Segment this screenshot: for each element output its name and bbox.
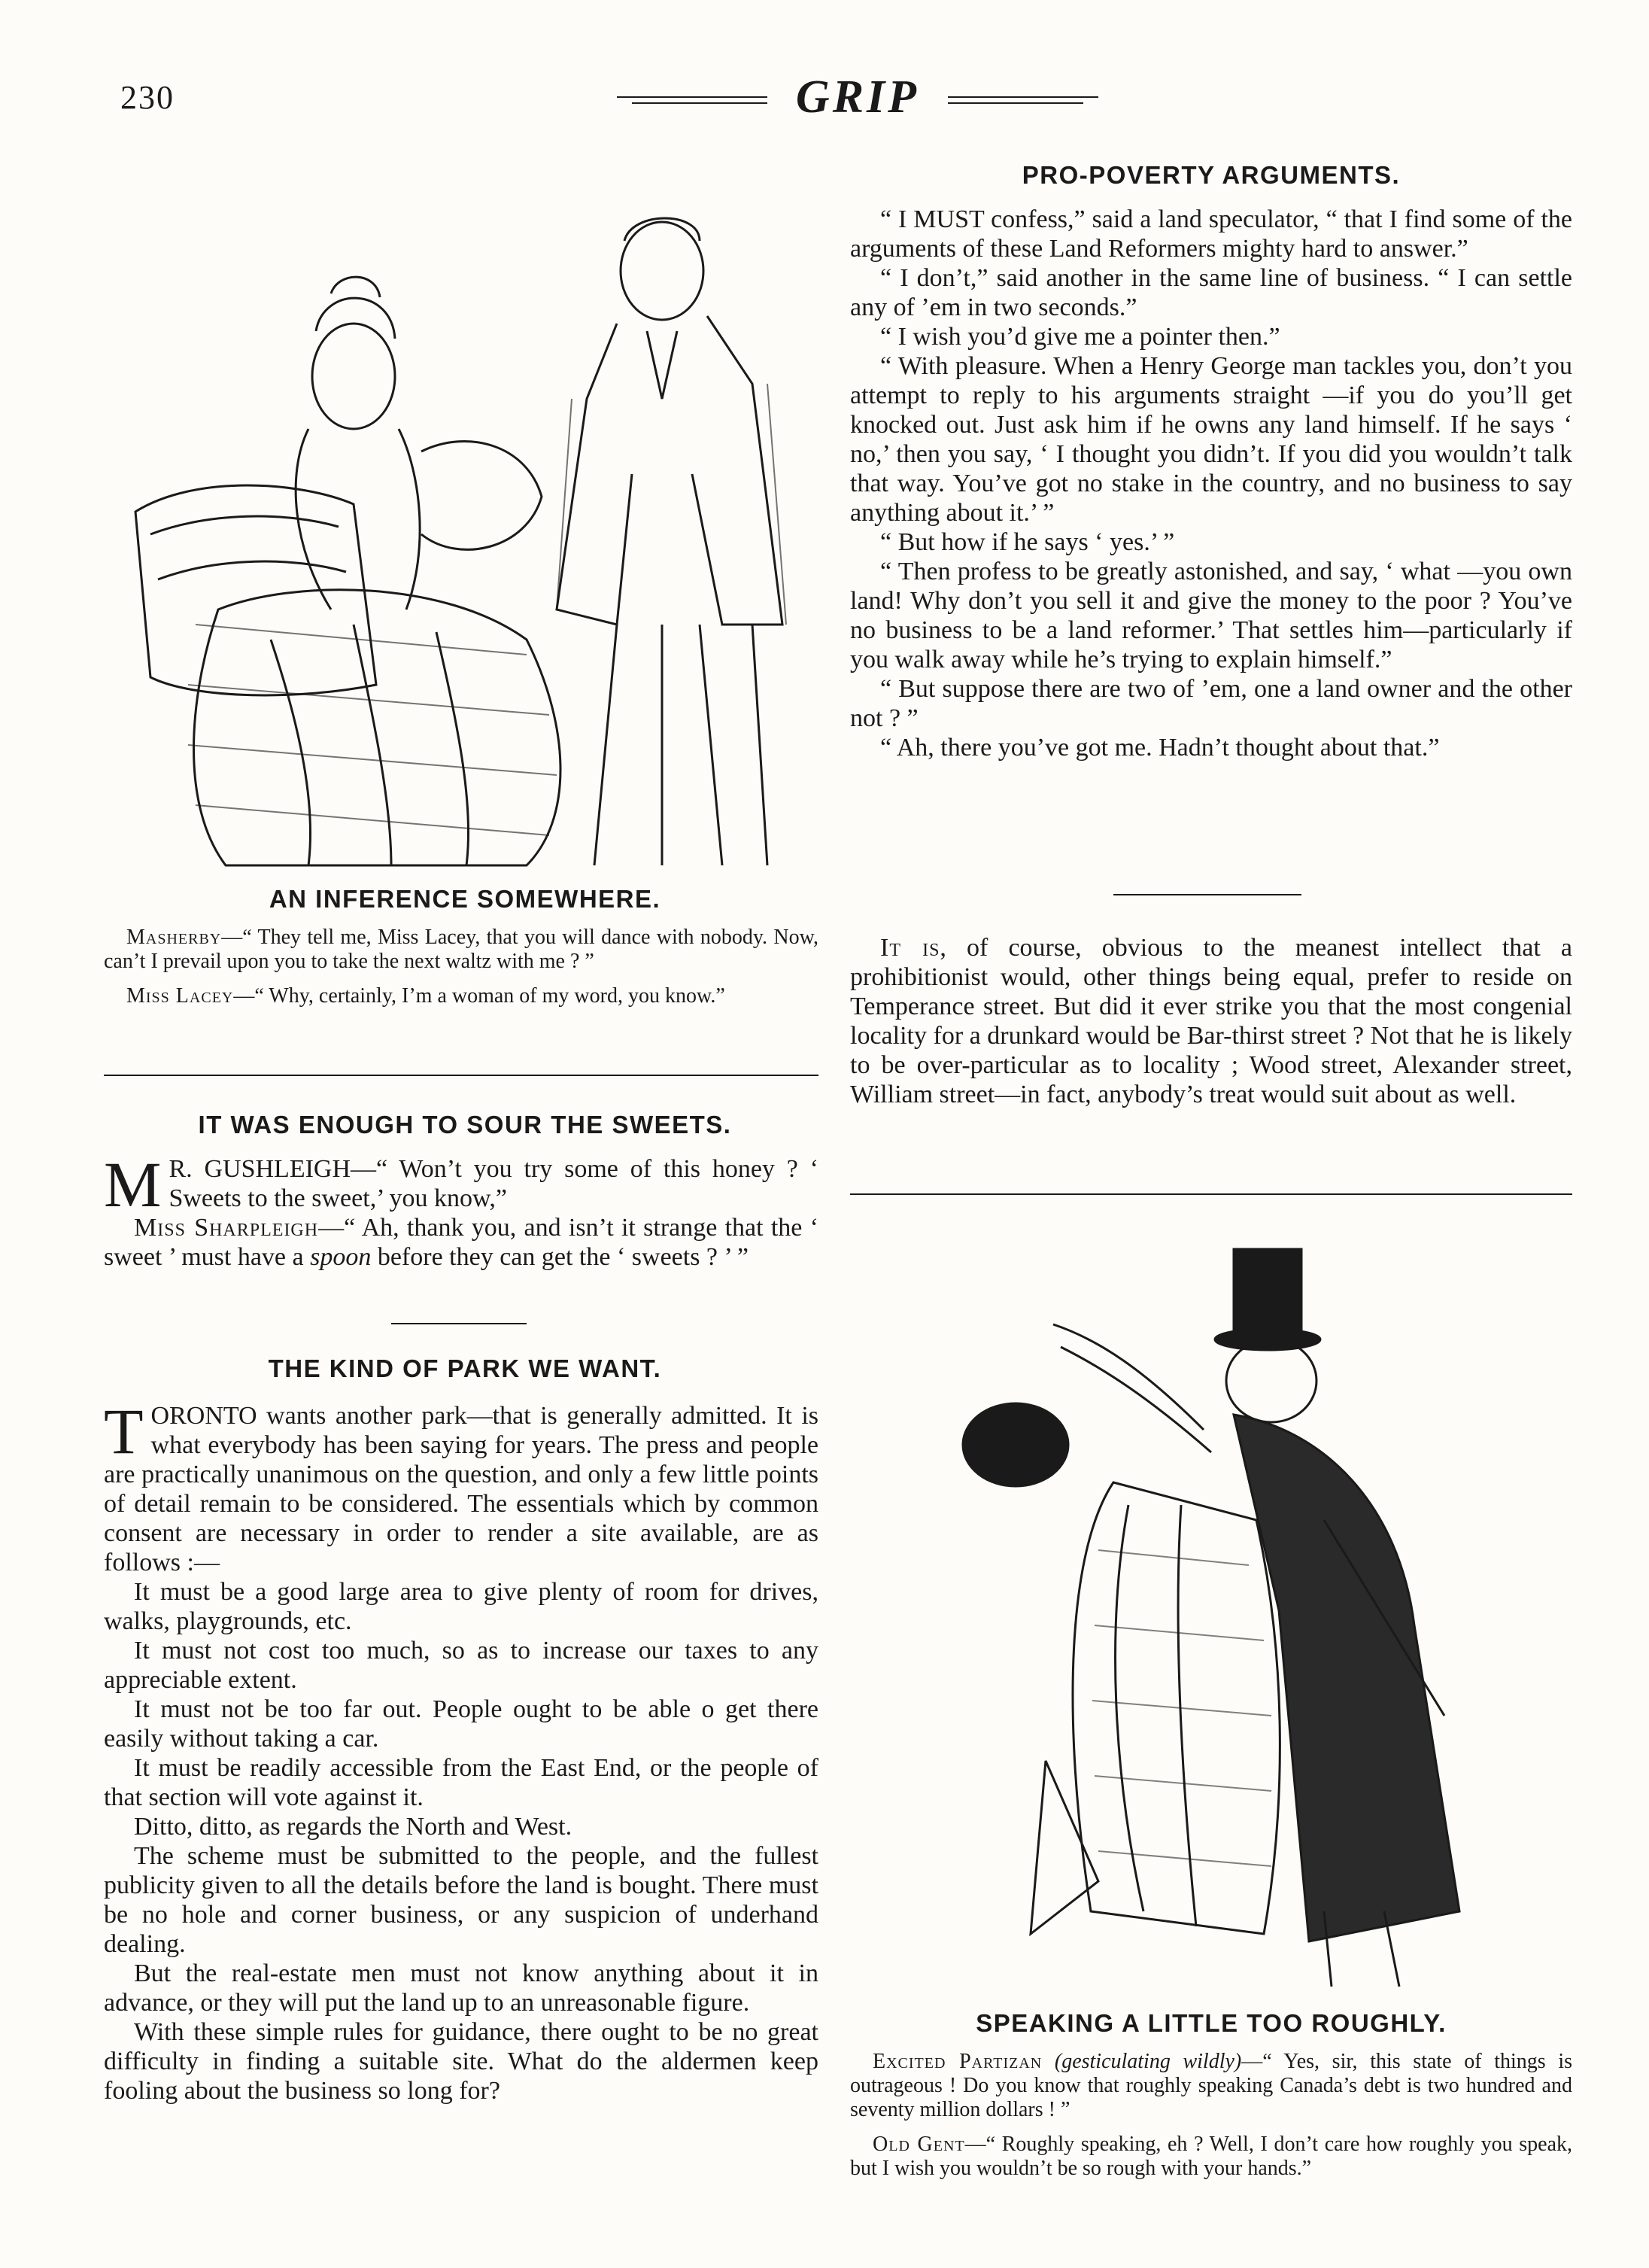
paragraph: The scheme must be submitted to the people, and the fullest publicity given to all the details before the land is bought. There must be no hole and corner business, or any suspicion of underhand dealing. xyxy=(104,1842,818,1958)
paragraph-text: R. GUSHLEIGH—“ Won’t you try some of this honey ? ‘ Sweets to the sweet,’ you know,” xyxy=(169,1155,818,1212)
paragraph-text: —“ Ah, thank you, and isn’t it strange that the ‘ sweet ’ must have a xyxy=(104,1214,818,1271)
couple-engraving xyxy=(105,158,820,880)
article-title-park: THE KIND OF PARK WE WANT. xyxy=(268,1354,662,1382)
paragraph: But the real-estate men must not know anything about it in advance, or they will put the land up to an unreasonable figure. xyxy=(104,1959,818,2017)
illustration1-caption-title: AN INFERENCE SOMEWHERE. xyxy=(269,885,661,913)
speaker-name: Miss Lacey xyxy=(126,984,234,1008)
masthead-title: GRIP xyxy=(795,71,920,123)
paragraph: “ Ah, there you’ve got me. Hadn’t thought about that.” xyxy=(880,734,1440,762)
paragraph xyxy=(850,933,1572,1109)
caption-line-partizan xyxy=(850,2050,1572,2122)
paragraph: “ I wish you’d give me a pointer then.” xyxy=(880,323,1280,351)
lead-words: It is xyxy=(880,934,940,962)
partizan-engraving xyxy=(933,1234,1527,1994)
article-park xyxy=(104,1395,818,2105)
article-title-sour-sweets: IT WAS ENOUGH TO SOUR THE SWEETS. xyxy=(198,1111,732,1139)
paragraph: “ With pleasure. When a Henry George man tackles you, don’t you attempt to reply to his arguments straight —if you do you’ll get knocked out. Just ask him if he owns any land himself. If he says ‘ no,’ then you say, ‘ I thought you didn’t. If you did you wouldn’t talk that way. You’ve got no stake in the country, and no business to say anything about it.’ ” xyxy=(850,352,1572,527)
caption-text: —“ Why, certainly, I’m a woman of my word, you know.” xyxy=(233,984,725,1008)
illustration-couple xyxy=(105,158,820,880)
paragraph: It must be readily accessible from the East End, or the people of that section will vote against it. xyxy=(104,1754,818,1811)
emphasis: spoon xyxy=(310,1243,372,1271)
illustration2-caption-title: SPEAKING A LITTLE TOO ROUGHLY. xyxy=(976,2009,1447,2037)
page-number: 230 xyxy=(120,79,175,116)
paragraph-text: , of course, obvious to the meanest intellect that a prohibitionist would, other things being equal, prefer to reside on Temperance street. But did it ever strike you that the most congenial locality for a drunkard would be Bar-thirst street ? Not that he is likely to be over-particular as to locality ; Wood street, Alexander street, William street—in fact, anybody’s treat would suit about as well. xyxy=(850,934,1572,1108)
speaker-name: Old Gent xyxy=(873,2133,965,2156)
paragraph: It must not be too far out. People ought to be able o get there easily without taking a car. xyxy=(104,1695,818,1753)
paragraph xyxy=(104,1395,818,1577)
dropcap: M xyxy=(104,1148,162,1221)
paragraph-text: ORONTO wants another park—that is generally admitted. It is what everybody has been saying for years. The press and people are practically unanimous on the question, and only a few little points of detail remain to be considered. The essentials which by common consent are necessary in order to render a site available, are as follows :— xyxy=(104,1402,818,1576)
paragraph xyxy=(104,1148,818,1221)
illustration1-caption xyxy=(104,926,818,1019)
paragraph: With these simple rules for guidance, there ought to be no great difficulty in finding a suitable site. What do the aldermen keep fooling about the business so long for? xyxy=(104,2018,818,2105)
caption-line-lacey xyxy=(104,984,818,1008)
article-sour-sweets xyxy=(104,1148,818,1272)
short-divider xyxy=(391,1323,527,1324)
paragraph: “ But suppose there are two of ’em, one a land owner and the other not ? ” xyxy=(850,675,1572,732)
stage-direction: (gesticulating wildly) xyxy=(1042,2050,1242,2073)
caption-line-masherby xyxy=(104,926,818,974)
caption-text: —“ Yes, sir, this state of things is outrageous ! Do you know that roughly speaking Canada’s debt is two hundred and seventy million dollars ! ” xyxy=(850,2050,1572,2121)
paragraph: “ Then profess to be greatly astonished, and say, ‘ what —you own land! Why don’t you sell it and give the money to the poor ? You’ve no business to be a land reformer.’ That settles him—particularly if you walk away while he’s trying to explain himself.” xyxy=(850,558,1572,673)
paragraph: It must be a good large area to give plenty of room for drives, walks, playgrounds, etc. xyxy=(104,1578,818,1635)
illustration2-caption xyxy=(850,2050,1572,2191)
article-title-pro-poverty: PRO-POVERTY ARGUMENTS. xyxy=(1022,161,1401,189)
speaker-name: Miss Sharpleigh xyxy=(134,1214,319,1242)
caption-text: —“ They tell me, Miss Lacey, that you will dance with nobody. Now, can’t I prevail upon you to take the next waltz with me ? ” xyxy=(104,926,818,973)
paragraph: “ I MUST confess,” said a land speculator, “ that I find some of the arguments of these Land Reformers mighty hard to answer.” xyxy=(850,205,1572,263)
divider xyxy=(850,1193,1572,1195)
divider xyxy=(104,1075,818,1076)
caption-line-old-gent xyxy=(850,2133,1572,2181)
caption-text: —“ Roughly speaking, eh ? Well, I don’t care how roughly you speak, but I wish you wouldn’t be so rough with your hands.” xyxy=(850,2133,1572,2180)
paragraph-text: before they can get the ‘ sweets ? ’ ” xyxy=(371,1243,749,1271)
paragraph: “ I don’t,” said another in the same line of business. “ I can settle any of ’em in two seconds.” xyxy=(850,264,1572,321)
speaker-name: Masherby xyxy=(126,926,222,949)
article-streets xyxy=(850,933,1572,1109)
paragraph xyxy=(104,1213,818,1272)
masthead xyxy=(617,66,1098,126)
paragraph: “ But how if he says ‘ yes.’ ” xyxy=(880,528,1175,556)
dropcap: T xyxy=(104,1395,144,1467)
article-pro-poverty xyxy=(850,205,1572,762)
speaker-name: Excited Partizan xyxy=(873,2050,1043,2073)
paragraph: It must not cost too much, so as to increase our taxes to any appreciable extent. xyxy=(104,1637,818,1694)
illustration-old-gent xyxy=(933,1234,1527,1994)
paragraph: Ditto, ditto, as regards the North and West. xyxy=(134,1813,572,1841)
short-divider xyxy=(1113,894,1301,895)
